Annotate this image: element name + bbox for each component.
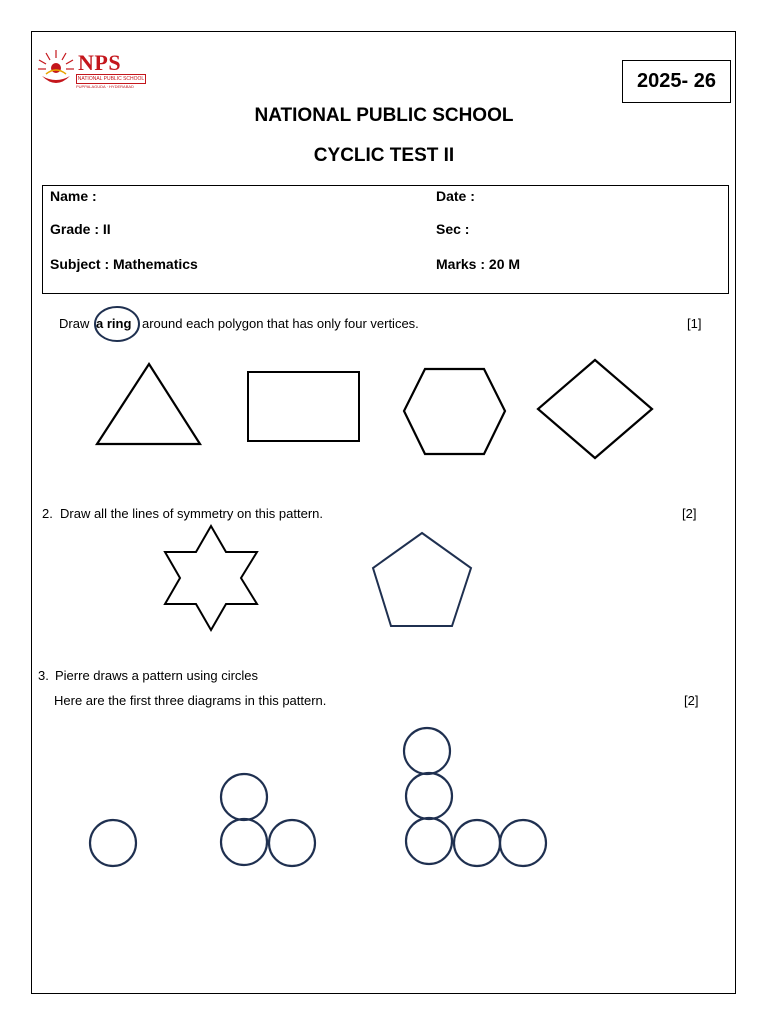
q3-number: 3. <box>38 668 49 683</box>
diagram2-circle-bottom <box>221 819 267 865</box>
grade-label: Grade : II <box>50 221 111 237</box>
diagram3-circle-right1 <box>454 820 500 866</box>
test-title: CYCLIC TEST II <box>313 145 455 166</box>
hexagon-shape <box>404 369 505 454</box>
q1-marks: [1] <box>687 316 702 331</box>
q2-text: Draw all the lines of symmetry on this pattern. <box>60 506 323 521</box>
triangle-shape <box>97 364 200 444</box>
diagram3-circle-top <box>404 728 450 774</box>
diagram2-circle-top <box>221 774 267 820</box>
q1-text-before: Draw <box>59 316 90 331</box>
school-name: NATIONAL PUBLIC SCHOOL <box>254 105 514 126</box>
diagram1-circle <box>90 820 136 866</box>
logo-subtitle: NATIONAL PUBLIC SCHOOL <box>77 76 145 82</box>
diagram3-circle-bottom <box>406 818 452 864</box>
q2-marks: [2] <box>682 506 697 521</box>
diagram3-circle-right2 <box>500 820 546 866</box>
date-label: Date : <box>436 188 475 204</box>
rhombus-shape <box>538 360 652 458</box>
diagram3-circle-middle <box>406 773 452 819</box>
name-label: Name : <box>50 188 97 204</box>
q2-number: 2. <box>42 506 53 521</box>
section-label: Sec : <box>436 221 470 237</box>
academic-year: 2025- 26 <box>622 60 731 103</box>
marks-label: Marks : 20 M <box>436 256 521 272</box>
q1-text-after: around each polygon that has only four vertices. <box>142 316 419 331</box>
six-pointed-star-shape <box>165 526 257 630</box>
logo-location: PUPPALAGUDA · HYDERABAD <box>76 84 134 89</box>
q3-marks: [2] <box>684 693 699 708</box>
q1-example-word: a ring <box>96 316 132 331</box>
logo-text: NPS <box>78 50 122 75</box>
pentagon-shape <box>373 533 471 626</box>
subject-label: Subject : Mathematics <box>50 256 198 272</box>
diagram2-circle-right <box>269 820 315 866</box>
example-ring <box>95 307 139 341</box>
q3-text2: Here are the first three diagrams in this pattern. <box>54 693 327 708</box>
q3-text: Pierre draws a pattern using circles <box>55 668 259 683</box>
rectangle-shape <box>248 372 359 441</box>
